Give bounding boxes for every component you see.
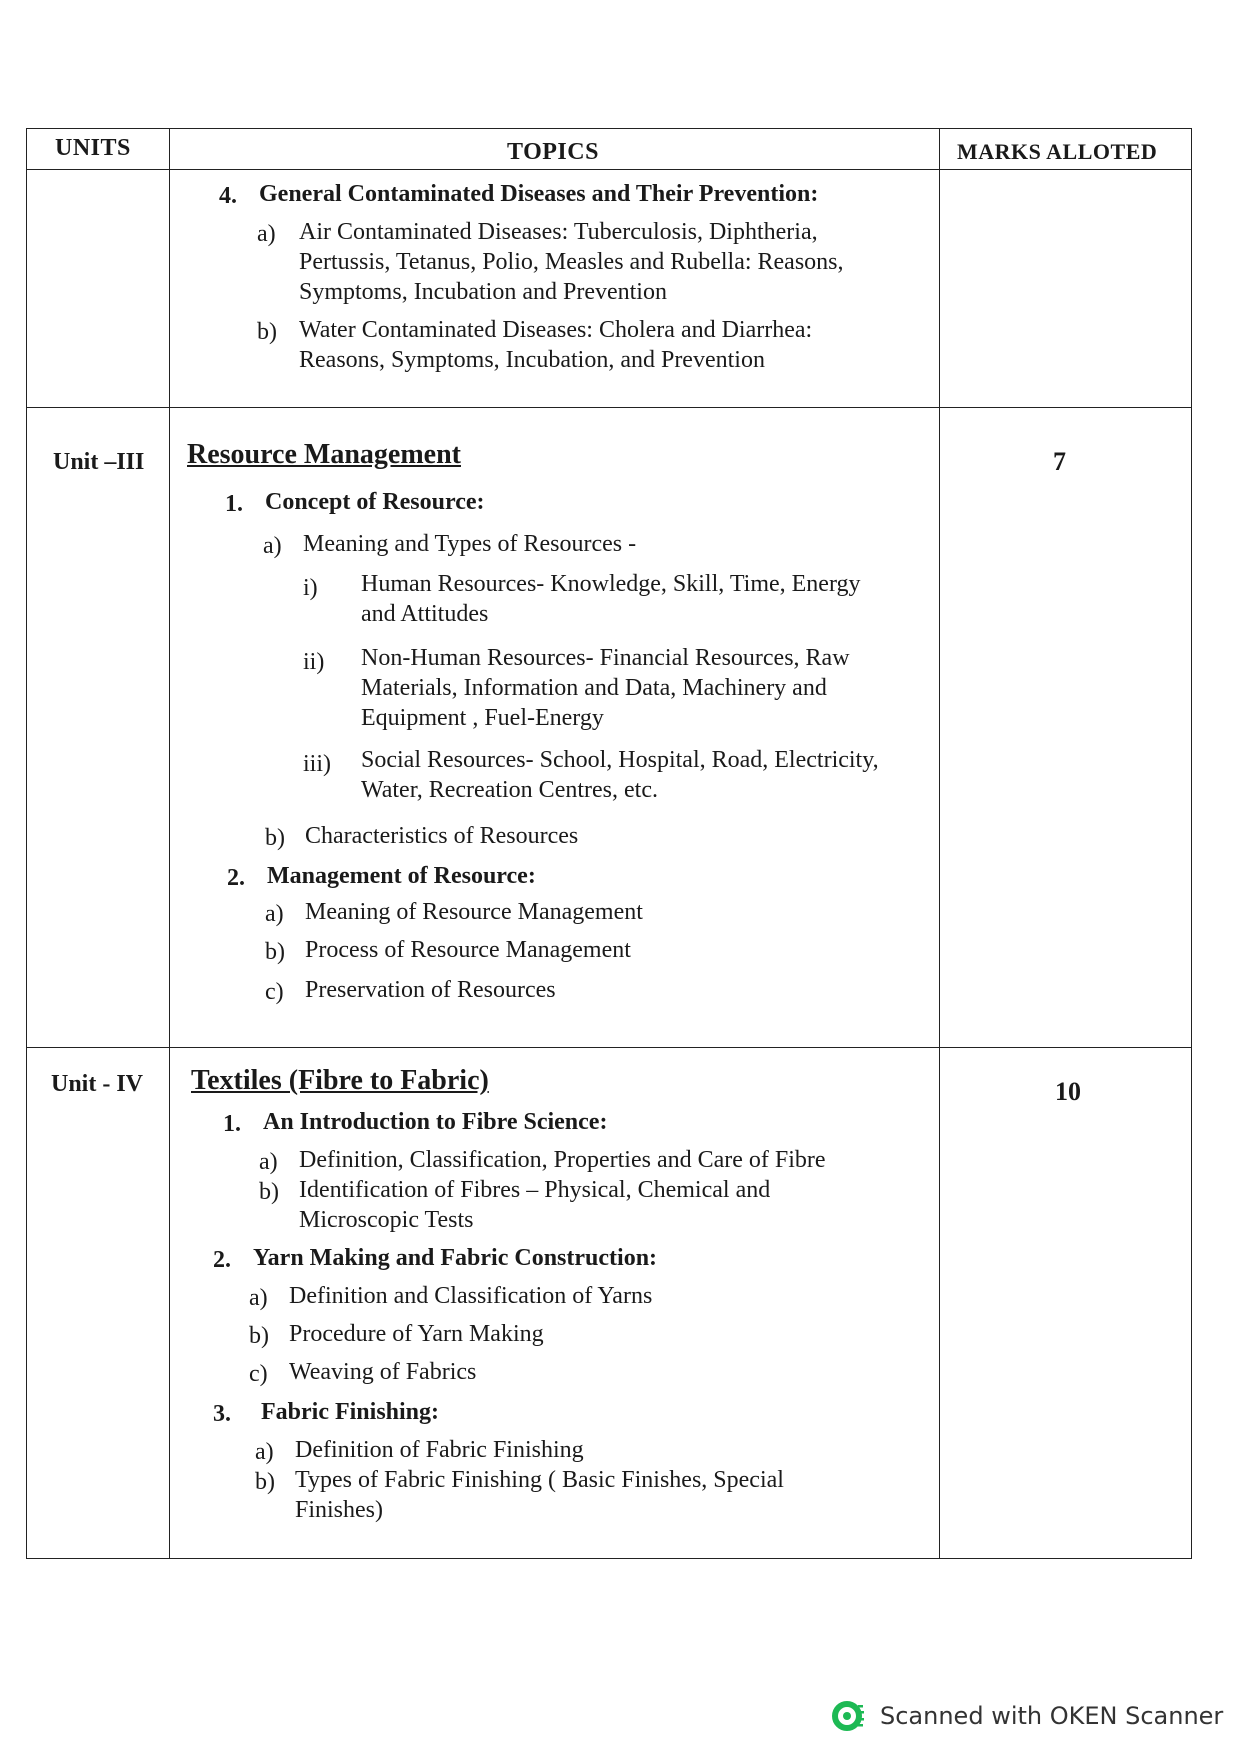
column-divider-units xyxy=(169,129,170,1558)
item-title: Concept of Resource: xyxy=(265,489,485,515)
column-divider-marks xyxy=(939,129,940,1558)
sub-item-mark: a) xyxy=(263,533,282,559)
item-number: 2. xyxy=(227,865,245,891)
sub-item-mark: b) xyxy=(265,939,285,965)
marks-value: 10 xyxy=(1055,1077,1081,1106)
sub-item-text-line: Symptoms, Incubation and Prevention xyxy=(299,279,667,305)
watermark-text: Scanned with OKEN Scanner xyxy=(880,1702,1224,1730)
sub-item-text: Characteristics of Resources xyxy=(305,823,579,849)
item-number: 4. xyxy=(219,183,237,209)
sub-item-text-line: and Attitudes xyxy=(361,601,489,627)
item-title: Yarn Making and Fabric Construction: xyxy=(253,1245,658,1271)
sub-item-text-line: Non-Human Resources- Financial Resources, Raw xyxy=(361,645,850,671)
sub-item-text: Definition and Classification of Yarns xyxy=(289,1283,653,1309)
sub-item-text-line: Water Contaminated Diseases: Cholera and Diarrhea: xyxy=(299,317,813,343)
sub-item-text-line: Water, Recreation Centres, etc. xyxy=(361,777,658,803)
item-number: 2. xyxy=(213,1247,231,1273)
sub-item-text: Definition of Fabric Finishing xyxy=(295,1437,584,1463)
item-title: Fabric Finishing: xyxy=(261,1399,440,1425)
roman-mark: i) xyxy=(303,575,318,601)
item-number: 3. xyxy=(213,1401,231,1427)
marks-value: 7 xyxy=(1053,447,1066,476)
sub-item-mark: b) xyxy=(265,825,285,851)
sub-item-text-line: Social Resources- School, Hospital, Road, Electricity, xyxy=(361,747,879,773)
sub-item-text: Preservation of Resources xyxy=(305,977,556,1003)
item-number: 1. xyxy=(225,491,243,517)
header-topics: TOPICS xyxy=(507,139,599,165)
sub-item-text: Procedure of Yarn Making xyxy=(289,1321,544,1347)
sub-item-text: Definition, Classification, Properties and Care of Fibre xyxy=(299,1147,826,1173)
sub-item-mark: a) xyxy=(249,1285,268,1311)
sub-item-mark: a) xyxy=(255,1439,274,1465)
sub-item-text-line: Human Resources- Knowledge, Skill, Time, Energy xyxy=(361,571,861,597)
item-title: Management of Resource: xyxy=(267,863,536,889)
sub-item-text-line: Reasons, Symptoms, Incubation, and Prevention xyxy=(299,347,765,373)
syllabus-table xyxy=(26,128,1192,1559)
sub-item-text-line: Air Contaminated Diseases: Tuberculosis, Diphtheria, xyxy=(299,219,818,245)
sub-item-mark: c) xyxy=(265,979,284,1005)
row-divider-1 xyxy=(27,407,1191,408)
sub-item-text: Weaving of Fabrics xyxy=(289,1359,477,1385)
sub-item-text: Meaning and Types of Resources - xyxy=(303,531,637,557)
item-title: General Contaminated Diseases and Their Prevention: xyxy=(259,181,819,207)
header-marks: MARKS ALLOTED xyxy=(957,139,1158,164)
sub-item-text-line: Equipment , Fuel-Energy xyxy=(361,705,604,731)
sub-item-mark: b) xyxy=(255,1469,275,1495)
roman-mark: iii) xyxy=(303,751,331,777)
sub-item-text-line: Materials, Information and Data, Machinery and xyxy=(361,675,827,701)
sub-item-mark: b) xyxy=(257,319,277,345)
oken-scanner-logo-icon xyxy=(832,1699,866,1733)
sub-item-text-line: Microscopic Tests xyxy=(299,1207,474,1233)
item-title: An Introduction to Fibre Science: xyxy=(263,1109,608,1135)
unit-label: Unit - IV xyxy=(51,1071,144,1097)
sub-item-mark: b) xyxy=(249,1323,269,1349)
sub-item-text: Meaning of Resource Management xyxy=(305,899,643,925)
sub-item-text-line: Identification of Fibres – Physical, Chemical and xyxy=(299,1177,771,1203)
sub-item-text-line: Types of Fabric Finishing ( Basic Finishes, Special xyxy=(295,1467,784,1493)
section-title: Resource Management xyxy=(187,439,461,470)
sub-item-text: Process of Resource Management xyxy=(305,937,631,963)
section-title: Textiles (Fibre to Fabric) xyxy=(191,1065,489,1096)
sub-item-mark: c) xyxy=(249,1361,268,1387)
sub-item-mark: a) xyxy=(265,901,284,927)
sub-item-mark: b) xyxy=(259,1179,279,1205)
row-divider-2 xyxy=(27,1047,1191,1048)
header-divider xyxy=(27,169,1191,170)
sub-item-mark: a) xyxy=(259,1149,278,1175)
sub-item-mark: a) xyxy=(257,221,276,247)
roman-mark: ii) xyxy=(303,649,325,675)
scanner-watermark xyxy=(832,1696,1223,1736)
unit-label: Unit –III xyxy=(53,449,145,475)
sub-item-text-line: Pertussis, Tetanus, Polio, Measles and Rubella: Reasons, xyxy=(299,249,844,275)
item-number: 1. xyxy=(223,1111,241,1137)
header-units: UNITS xyxy=(55,135,131,161)
sub-item-text-line: Finishes) xyxy=(295,1497,384,1523)
